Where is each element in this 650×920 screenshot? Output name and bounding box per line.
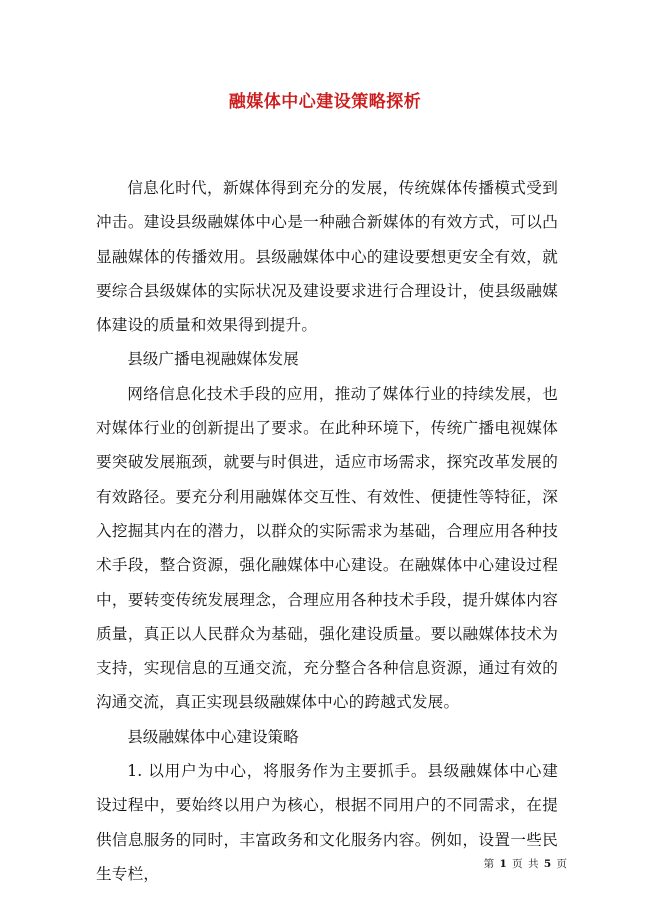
document-title: 融媒体中心建设策略探析 bbox=[228, 92, 422, 112]
footer-current-page: 1 bbox=[499, 858, 508, 870]
footer-suffix: 页 bbox=[556, 858, 568, 870]
footer-middle: 页 共 bbox=[512, 858, 540, 870]
document-body bbox=[96, 171, 558, 891]
page-number-footer bbox=[484, 856, 568, 871]
paragraph-strategy-1: 1. 以用户为中心，将服务作为主要抓手。县级融媒体中心建设过程中，要始终以用户为核心，根据不同用户的不同需求，在提供信息服务的同时，丰富政务和文化服务内容。例如，设置一些民生专栏， bbox=[96, 762, 558, 883]
section-heading-development: 县级广播电视融媒体发展 bbox=[127, 350, 299, 369]
footer-prefix: 第 bbox=[483, 858, 496, 870]
paragraph-intro: 信息化时代，新媒体得到充分的发展，传统媒体传播模式受到冲击。建设县级融媒体中心是一种融合新媒体的有效方式，可以凸显融媒体的传播效用。县级融媒体中心的建设要想更安全有效，就要综合县级媒体的实际状况及建设要求进行合理设计，使县级融媒体建设的质量和效果得到提升。 bbox=[96, 179, 558, 335]
section-heading-strategy: 县级融媒体中心建设策略 bbox=[127, 727, 299, 746]
footer-total-pages: 5 bbox=[543, 858, 553, 870]
paragraph-development: 网络信息化技术手段的应用，推动了媒体行业的持续发展，也对媒体行业的创新提出了要求。在此种环境下，传统广播电视媒体要突破发展瓶颈，就要与时俱进，适应市场需求，探究改革发展的有效路径。要充分利用融媒体交互性、有效性、便捷性等特征，深入挖掘其内在的潜力，以群众的实际需求为基础，合理应用各种技术手段，整合资源，强化融媒体中心建设。在融媒体中心建设过程中，要转变传统发展理念，合理应用各种技术手段，提升媒体内容质量，真正以人民群众为基础，强化建设质量。要以融媒体技术为支持，实现信息的互通交流，充分整合各种信息资源，通过有效的沟通交流，真正实现县级融媒体中心的跨越式发展。 bbox=[96, 384, 558, 712]
